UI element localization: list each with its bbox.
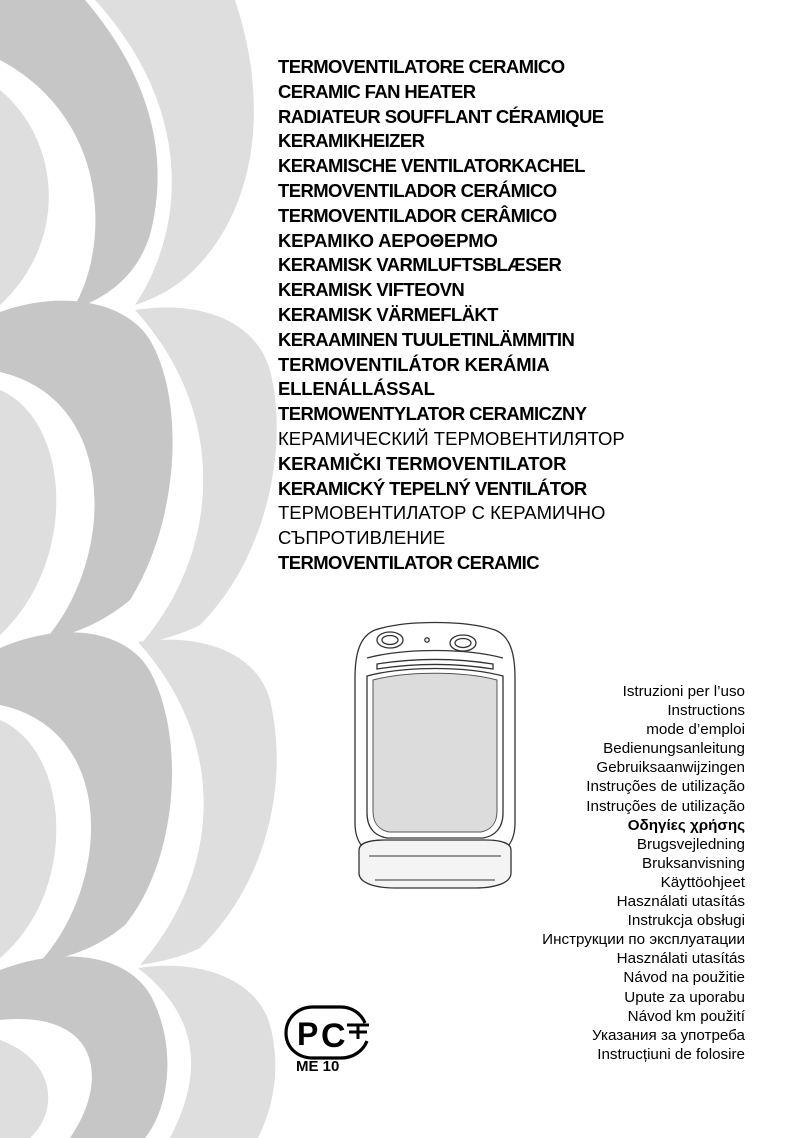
manual-pl: Instrukcja obsługi <box>627 912 745 930</box>
manual-ru: Инструкции по эксплуатации <box>542 931 745 949</box>
power-indicator-light <box>425 638 429 642</box>
title-da: KERAMISK VARMLUFTSBLÆSER <box>278 254 562 276</box>
title-fi: KERAAMINEN TUULETINLÄMMITIN <box>278 328 575 350</box>
title-no: KERAMISK VIFTEOVN <box>278 279 465 301</box>
manual-en: Instructions <box>667 702 745 720</box>
title-hu-line2: ELLENÁLLÁSSAL <box>278 378 435 400</box>
title-sv: KERAMISK VÄRMEFLÄKT <box>278 303 498 325</box>
title-pt: TERMOVENTILADOR CERÂMICO <box>278 204 557 226</box>
manual-it: Istruzioni per l’uso <box>622 683 745 700</box>
title-pl: TERMOWENTYLATOR CERAMICZNY <box>278 403 587 425</box>
wave-band-4 <box>0 957 275 1138</box>
manual-bg: Указания за употреба <box>592 1026 745 1044</box>
control-knob-right <box>450 635 476 651</box>
wave-band-2 <box>0 301 277 645</box>
title-es: TERMOVENTILADOR CERÁMICO <box>278 179 557 201</box>
manual-cs: Návod km použití <box>627 1007 745 1025</box>
title-hr: KERAMIČKI TERMOVENTILATOR <box>278 452 567 474</box>
manual-nl: Gebruiksaanwijzingen <box>596 759 745 777</box>
title-bg-line2: СЪПРОТИВЛЕНИЕ <box>278 527 446 549</box>
wave-band-3 <box>0 632 277 965</box>
wave-band-1 <box>0 0 254 310</box>
manual-es: Instruções de utilização <box>586 778 745 796</box>
instruction-manual-list <box>425 682 745 1064</box>
title-hu-line1: TERMOVENTILÁTOR KERÁMIA <box>278 353 550 375</box>
manual-pt: Instruções de utilização <box>586 797 745 815</box>
manual-ro: Instrucțiuni de folosire <box>597 1045 745 1063</box>
manual-de: Bedienungsanleitung <box>603 740 745 758</box>
title-de: KERAMIKHEIZER <box>278 130 425 152</box>
title-bg-line1: ТЕРМОВЕНТИЛАТОР С КЕРАМИЧНО <box>278 502 606 524</box>
certification-code: ME 10 <box>296 1058 340 1075</box>
title-ro: TERMOVENTILATOR CERAMIC <box>278 551 539 573</box>
svg-text:Р: Р <box>297 1016 319 1052</box>
manual-fi: Käyttöohjeet <box>660 873 745 891</box>
title-cs: KERAMICKÝ TEPELNÝ VENTILÁTOR <box>278 477 587 499</box>
svg-text:С: С <box>321 1017 346 1055</box>
manual-hu: Használati utasítás <box>616 893 745 911</box>
air-outlet-slot <box>377 660 493 670</box>
manual-el: Οδηγίες χρήσης <box>627 816 745 834</box>
title-ru: КЕРАМИЧЕСКИЙ ТЕРМОВЕНТИЛЯТОР <box>278 427 625 449</box>
manual-hr: Upute za uporabu <box>624 988 745 1006</box>
control-knob-left <box>377 632 403 648</box>
manual-hu-2: Használati utasítás <box>616 950 745 968</box>
title-fr: RADIATEUR SOUFFLANT CÉRAMIQUE <box>278 105 604 127</box>
product-title-list <box>278 55 778 576</box>
manual-da: Brugsvejledning <box>636 835 745 853</box>
title-el: ΚΕΡΑΜΙΚΟ ΑΕΡΟΘΕΡΜΟ <box>278 229 498 251</box>
manual-sk: Návod na použitie <box>623 969 745 987</box>
manual-no: Bruksanvisning <box>642 854 745 872</box>
manual-fr: mode d’emploi <box>646 721 745 739</box>
title-nl: KERAMISCHE VENTILATORKACHEL <box>278 155 585 177</box>
title-it: TERMOVENTILATORE CERAMICO <box>278 56 565 77</box>
heater-top-panel <box>367 651 503 659</box>
title-en: CERAMIC FAN HEATER <box>278 80 476 102</box>
